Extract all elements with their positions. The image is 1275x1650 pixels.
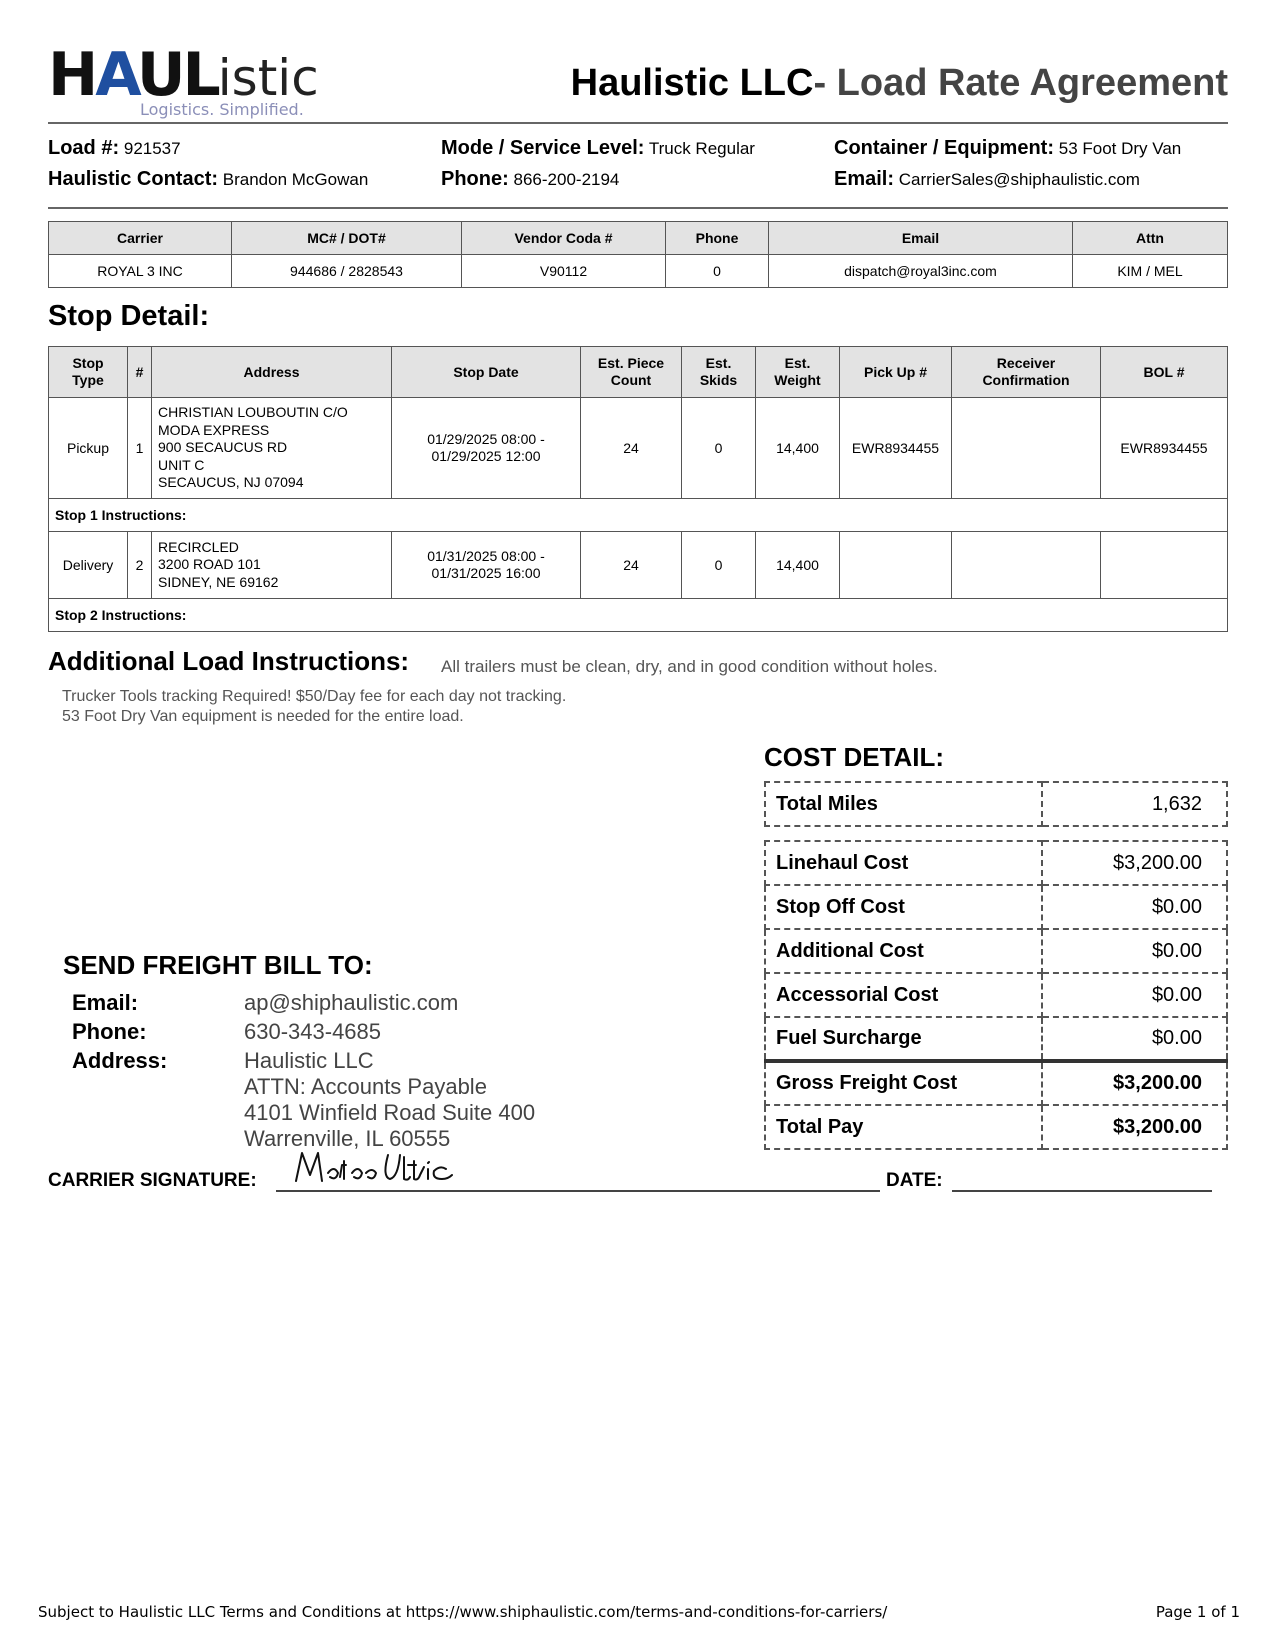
stop-instructions-row: [49, 499, 1228, 532]
cost-row-stop-off: [765, 885, 1227, 929]
carrier-signature-line[interactable]: [276, 1190, 880, 1192]
cost-label: Stop Off Cost: [765, 885, 1042, 929]
cost-label: Total Pay: [765, 1105, 1042, 1149]
stop-address: CHRISTIAN LOUBOUTIN C/O MODA EXPRESS 900 SECAUCUS RD UNIT C SECAUCUS, NJ 07094: [152, 398, 392, 499]
weight: 14,400: [756, 398, 840, 499]
bill-address-line: ATTN: Accounts Payable: [244, 1074, 487, 1099]
bill-phone-label: Phone:: [72, 1019, 147, 1044]
cost-row-fuel: [765, 1017, 1227, 1061]
carrier-col-header: Carrier: [49, 222, 232, 255]
cost-detail-heading: COST DETAIL:: [764, 742, 945, 772]
attn-col-header: Attn: [1073, 222, 1228, 255]
stop-date: 01/29/2025 08:00 - 01/29/2025 12:00: [392, 398, 581, 499]
logo-tagline: Logistics. Simplified.: [140, 100, 304, 119]
cost-row-total-pay: [765, 1105, 1227, 1149]
additional-instruction-line: 53 Foot Dry Van equipment is needed for the entire load.: [62, 708, 464, 725]
piece-count: 24: [581, 398, 682, 499]
carrier-name: ROYAL 3 INC: [49, 255, 232, 288]
cost-label: Additional Cost: [765, 929, 1042, 973]
info-divider: [48, 207, 1228, 209]
stop-type: Pickup: [49, 398, 128, 499]
total-miles-table: [764, 781, 1228, 827]
skids: 0: [682, 398, 756, 499]
table-row: [49, 398, 1228, 499]
header-divider: [48, 122, 1228, 124]
additional-instructions-inline: All trailers must be clean, dry, and in good condition without holes.: [441, 657, 938, 676]
bill-email-label: Email:: [72, 990, 139, 1015]
carrier-attn: KIM / MEL: [1073, 255, 1228, 288]
carrier-email: dispatch@royal3inc.com: [769, 255, 1073, 288]
phone-col-header: Phone: [666, 222, 769, 255]
cost-row-gross: [765, 1061, 1227, 1105]
date-label: DATE:: [886, 1170, 943, 1191]
cost-label: Fuel Surcharge: [765, 1017, 1042, 1061]
pickup-number: [840, 532, 952, 599]
bill-address-line: 4101 Winfield Road Suite 400: [244, 1100, 536, 1125]
handwritten-signature: [292, 1147, 492, 1189]
haulistic-contact: Haulistic Contact: Brandon McGowan: [48, 168, 369, 190]
stop-instructions-row: [49, 599, 1228, 632]
bill-address-line: Warrenville, IL 60555: [244, 1126, 451, 1151]
carrier-table-header: [49, 222, 1228, 255]
cost-value: $3,200.00: [1042, 1105, 1227, 1149]
stop-number-col-header: #: [128, 347, 152, 398]
mode-service-level: Mode / Service Level: Truck Regular: [441, 137, 755, 159]
stop-table-header: [49, 347, 1228, 398]
total-miles-value: 1,632: [1042, 782, 1227, 826]
receiver-confirmation: [952, 398, 1101, 499]
stop-detail-table: [48, 346, 1228, 632]
stop-number: 1: [128, 398, 152, 499]
container-equipment: Container / Equipment: 53 Foot Dry Van: [834, 137, 1182, 159]
stop-number: 2: [128, 532, 152, 599]
cost-value: $0.00: [1042, 929, 1227, 973]
bill-email-value: ap@shiphaulistic.com: [244, 990, 459, 1015]
table-row: [49, 255, 1228, 288]
receiver-confirmation-col-header: Receiver Confirmation: [952, 347, 1101, 398]
cost-label: Linehaul Cost: [765, 841, 1042, 885]
skids-col-header: Est. Skids: [682, 347, 756, 398]
bill-address-label: Address:: [72, 1048, 168, 1073]
terms-footer: Subject to Haulistic LLC Terms and Conditions at https://www.shiphaulistic.com/terms-and-conditions-for-carriers/: [38, 1603, 888, 1621]
bill-phone-value: 630-343-4685: [244, 1019, 382, 1044]
cost-row-accessorial: [765, 973, 1227, 1017]
bol-col-header: BOL #: [1101, 347, 1228, 398]
stop-detail-heading: Stop Detail:: [48, 300, 210, 332]
page-number: Page 1 of 1: [1155, 1603, 1240, 1621]
cost-value: $0.00: [1042, 1017, 1227, 1061]
company-logo: [48, 40, 319, 120]
load-number: Load #: 921537: [48, 137, 181, 159]
pickup-number: EWR8934455: [840, 398, 952, 499]
carrier-signature-label: CARRIER SIGNATURE:: [48, 1170, 257, 1191]
stop-date-col-header: Stop Date: [392, 347, 581, 398]
stop-address: RECIRCLED 3200 ROAD 101 SIDNEY, NE 69162: [152, 532, 392, 599]
cost-value: $0.00: [1042, 885, 1227, 929]
cost-value: $3,200.00: [1042, 1061, 1227, 1105]
vendor-coda: V90112: [462, 255, 666, 288]
piece-count: 24: [581, 532, 682, 599]
vendor-coda-col-header: Vendor Coda #: [462, 222, 666, 255]
weight-col-header: Est. Weight: [756, 347, 840, 398]
carrier-phone: 0: [666, 255, 769, 288]
contact-email: Email: CarrierSales@shiphaulistic.com: [834, 168, 1140, 190]
total-miles-label: Total Miles: [765, 782, 1042, 826]
address-col-header: Address: [152, 347, 392, 398]
cost-value: $0.00: [1042, 973, 1227, 1017]
logo-wordmark: HAUListic: [48, 40, 319, 110]
stop-date: 01/31/2025 08:00 - 01/31/2025 16:00: [392, 532, 581, 599]
stop-instructions: Stop 1 Instructions:: [49, 499, 1228, 532]
table-row: [49, 532, 1228, 599]
mc-dot-number: 944686 / 2828543: [232, 255, 462, 288]
skids: 0: [682, 532, 756, 599]
cost-label: Gross Freight Cost: [765, 1061, 1042, 1105]
cost-label: Accessorial Cost: [765, 973, 1042, 1017]
additional-instructions-heading: Additional Load Instructions:: [48, 646, 410, 676]
total-miles-row: [765, 782, 1227, 826]
page-title: Haulistic LLC- Load Rate Agreement: [570, 62, 1228, 104]
bol-number: EWR8934455: [1101, 398, 1228, 499]
contact-phone: Phone: 866-200-2194: [441, 168, 620, 190]
email-col-header: Email: [769, 222, 1073, 255]
weight: 14,400: [756, 532, 840, 599]
cost-table: [764, 840, 1228, 1150]
cost-row-linehaul: [765, 841, 1227, 885]
stop-instructions: Stop 2 Instructions:: [49, 599, 1228, 632]
additional-instruction-line: Trucker Tools tracking Required! $50/Day fee for each day not tracking.: [62, 688, 567, 705]
stop-type: Delivery: [49, 532, 128, 599]
freight-bill-heading: SEND FREIGHT BILL TO:: [63, 950, 373, 980]
cost-value: $3,200.00: [1042, 841, 1227, 885]
pickup-no-col-header: Pick Up #: [840, 347, 952, 398]
receiver-confirmation: [952, 532, 1101, 599]
piece-count-col-header: Est. Piece Count: [581, 347, 682, 398]
date-line[interactable]: [952, 1190, 1212, 1192]
mc-dot-col-header: MC# / DOT#: [232, 222, 462, 255]
cost-row-additional: [765, 929, 1227, 973]
carrier-table: [48, 221, 1228, 288]
stop-type-col-header: Stop Type: [49, 347, 128, 398]
bol-number: [1101, 532, 1228, 599]
bill-address-line: Haulistic LLC: [244, 1048, 374, 1073]
